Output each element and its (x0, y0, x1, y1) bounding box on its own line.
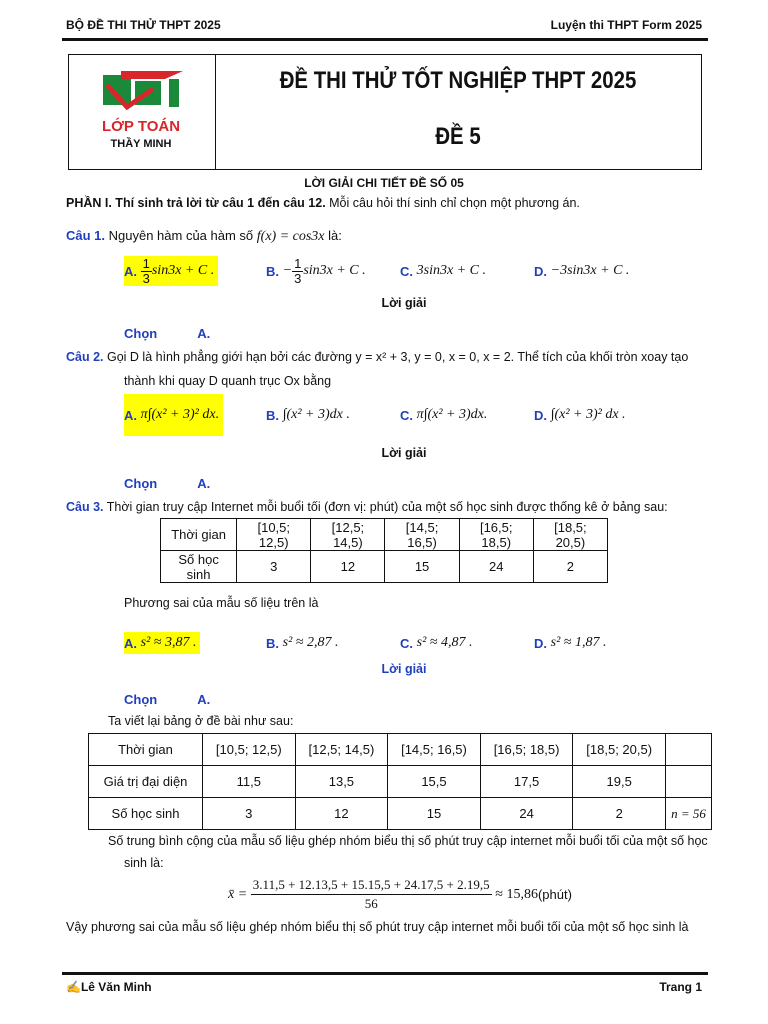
q3-conclusion: Vậy phương sai của mẫu số liệu ghép nhóm biểu thị số phút truy cập internet mỗi buổi tối của một số học sinh là (66, 920, 689, 934)
q3-mean-formula: x̄ = $\frac{3.11,5 + 12.13,5 + 15.15,5 + 24.17,5 + 2.19,5}{56}$ ≈ 15,86 (phút) (228, 877, 572, 911)
table-row: Số học sinh 3 12 15 24 2 (161, 551, 608, 583)
q1-loigiai: Lời giải (381, 296, 427, 310)
q3-prompt: Phương sai của mẫu số liệu trên là (124, 596, 319, 610)
q3-table-2 (88, 733, 712, 830)
q3-option-a[interactable]: A. s² ≈ 3,87 . (124, 632, 200, 654)
table-row: Thời gian [10,5; 12,5) [12,5; 14,5) [14,5; 16,5) [16,5; 18,5) [18,5; 20,5) (161, 519, 608, 551)
q2-stem: Câu 2. Gọi D là hình phẳng giới hạn bởi các đường y = x² + 3, y = 0, x = 0, x = 2. Thể tích của khối tròn xoay tạo (66, 350, 689, 364)
logo-icon (91, 65, 191, 159)
q2-option-d[interactable]: D. ∫(x² + 3)² dx . (534, 407, 626, 423)
q3-rewrite: Ta viết lại bảng ở đề bài như sau: (108, 714, 294, 728)
q3-table (160, 518, 608, 583)
q3-answer: Chọn A. (124, 692, 211, 707)
svg-text:THẦY MINH: THẦY MINH (110, 138, 172, 150)
page-subtitle: ĐỀ 5 (435, 123, 481, 150)
header-left: BỘ ĐỀ THI THỬ THPT 2025 (66, 18, 221, 32)
section-title: LỜI GIẢI CHI TIẾT ĐỀ SỐ 05 (304, 176, 464, 190)
q1-option-d[interactable]: D. −3sin3x + C . (534, 263, 630, 279)
q1-answer: Chọn A. (124, 326, 211, 341)
q1-option-a[interactable]: A. $\frac{1}{3}$ sin3x + C . (124, 256, 218, 286)
logo (91, 65, 191, 159)
footer-author: ✍Lê Văn Minh (66, 980, 152, 994)
q2-loigiai: Lời giải (381, 446, 427, 460)
q1-stem: Câu 1. Nguyên hàm của hàm số f(x) = cos3x là: (66, 228, 342, 244)
q3-mean-text: Số trung bình cộng của mẫu số liệu ghép nhóm biểu thị số phút truy cập internet mỗi buổi tối của một số học (108, 834, 708, 848)
q2-option-a[interactable]: A. π∫(x² + 3)² dx. (124, 394, 223, 436)
q3-stem: Câu 3. Thời gian truy cập Internet mỗi buổi tối (đơn vị: phút) của một số học sinh được thống kê ở bảng sau: (66, 500, 668, 514)
part1-instructions: PHẦN I. Thí sinh trả lời từ câu 1 đến câu 12. Mỗi câu hỏi thí sinh chỉ chọn một phương án. (66, 196, 580, 210)
q3-loigiai: Lời giải (381, 662, 427, 676)
table-row: Giá trị đại diện 11,5 13,5 15,5 17,5 19,5 (89, 766, 712, 798)
q2-stem-2: thành khi quay D quanh trục Ox bằng (124, 374, 332, 388)
pen-icon: ✍ (66, 980, 81, 994)
q2-option-c[interactable]: C. π∫(x² + 3)dx. (400, 407, 488, 423)
footer-page-number: Trang 1 (659, 980, 702, 994)
page-title: ĐỀ THI THỬ TỐT NGHIỆP THPT 2025 (279, 67, 637, 94)
footer-rule (62, 972, 708, 975)
header-right: Luyện thi THPT Form 2025 (550, 18, 702, 32)
q3-mean-text-2: sinh là: (124, 856, 164, 870)
q1-option-b[interactable]: B. − $\frac{1}{3}$ sin3x + C . (266, 255, 366, 286)
q3-option-b[interactable]: B. s² ≈ 2,87 . (266, 635, 339, 651)
title-box (68, 54, 702, 170)
q3-option-c[interactable]: C. s² ≈ 4,87 . (400, 635, 473, 651)
q2-option-b[interactable]: B. ∫(x² + 3)dx . (266, 407, 350, 423)
table-row: Số học sinh 3 12 15 24 2 n = 56 (89, 798, 712, 830)
svg-text:LỚP TOÁN: LỚP TOÁN (101, 118, 181, 135)
q3-option-d[interactable]: D. s² ≈ 1,87 . (534, 635, 607, 651)
q2-answer: Chọn A. (124, 476, 211, 491)
table-row: Thời gian [10,5; 12,5) [12,5; 14,5) [14,5; 16,5) [16,5; 18,5) [18,5; 20,5) (89, 734, 712, 766)
header-rule (62, 38, 708, 41)
q1-option-c[interactable]: C. 3sin3x + C . (400, 263, 486, 279)
